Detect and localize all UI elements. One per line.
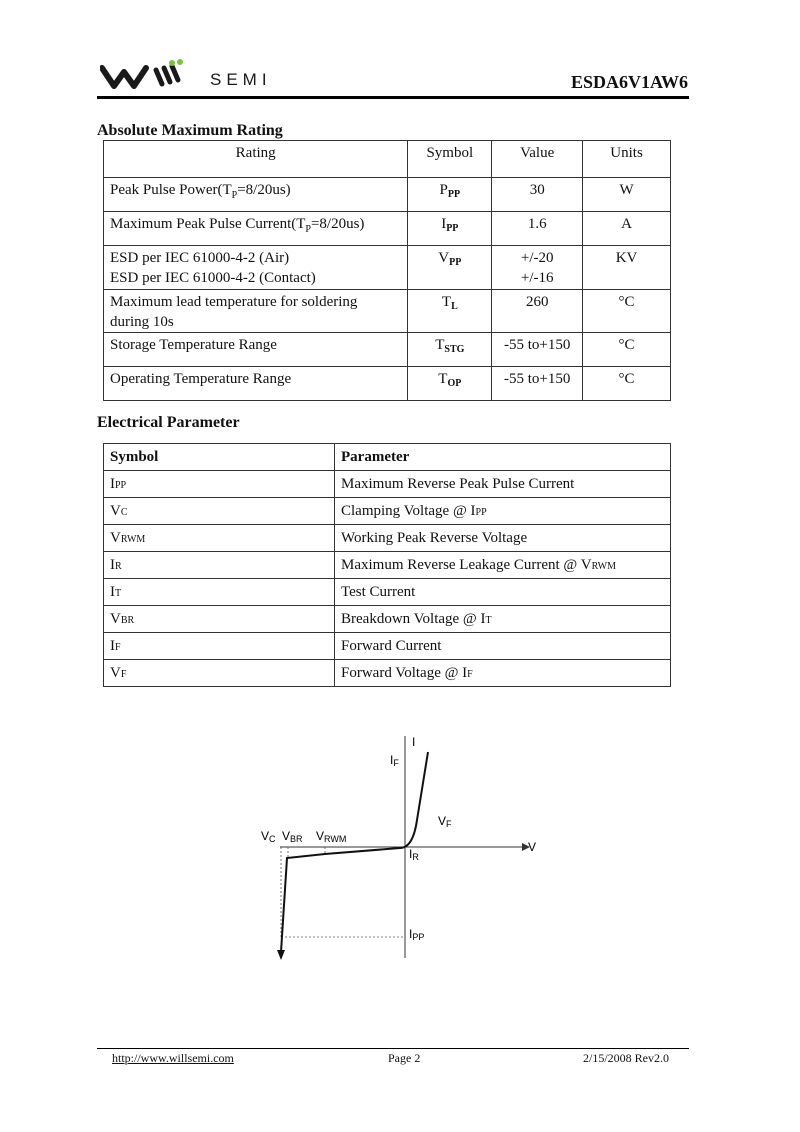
- units-cell: °C: [583, 290, 671, 333]
- value-cell: +/-20 +/-16: [492, 246, 583, 290]
- symbol-cell: IT: [104, 579, 335, 606]
- symbol-cell: IPP: [104, 471, 335, 498]
- symbol-cell: IF: [104, 633, 335, 660]
- column-header: Symbol: [104, 444, 335, 471]
- column-header: Symbol: [408, 141, 492, 178]
- parameter-cell: Working Peak Reverse Voltage: [335, 525, 671, 552]
- rating-cell: Maximum Peak Pulse $Current(T_P=8/20us)$: [104, 212, 408, 246]
- document-part-number: ESDA6V1AW6: [570, 72, 688, 92]
- footer-page-number: Page 2: [388, 1051, 421, 1065]
- symbol-cell: $P_{PP}$: [408, 178, 492, 212]
- label-vbr: VBR: [282, 829, 303, 844]
- table-header-row: [104, 141, 671, 178]
- units-cell: °C: [583, 333, 671, 367]
- table-row: [104, 246, 671, 290]
- rating-cell: Peak Pulse $Power(T_P=8/20us)$: [104, 178, 408, 212]
- table-row: [104, 633, 671, 660]
- symbol-cell: $T_{OP}$: [408, 367, 492, 401]
- rating-cell: Operating Temperature Range: [104, 367, 408, 401]
- table-row: [104, 290, 671, 333]
- symbol-cell: VC: [104, 498, 335, 525]
- table-row: [104, 212, 671, 246]
- table-row: [104, 660, 671, 687]
- footer-rule: [97, 1048, 689, 1049]
- parameter-cell: Maximum Reverse Leakage Current @ VRWM: [335, 552, 671, 579]
- label-vf: VF: [438, 814, 452, 829]
- footer-date-revision: 2/15/2008 Rev2.0: [583, 1051, 669, 1065]
- footer-website-link[interactable]: http://www.willsemi.com: [112, 1051, 234, 1065]
- section-title-absolute-maximum-rating: Absolute Maximum Rating: [97, 122, 283, 139]
- parameter-cell: Test Current: [335, 579, 671, 606]
- table-header-row: [104, 444, 671, 471]
- parameter-cell: Breakdown Voltage @ IT: [335, 606, 671, 633]
- column-header: Units: [583, 141, 671, 178]
- table-row: [104, 471, 671, 498]
- column-header: Parameter: [335, 444, 671, 471]
- column-header: Value: [492, 141, 583, 178]
- units-cell: KV: [583, 246, 671, 290]
- axis-label-v: V: [528, 840, 537, 854]
- value-cell: 260: [492, 290, 583, 333]
- table-row: [104, 606, 671, 633]
- symbol-cell: IR: [104, 552, 335, 579]
- label-ir: IR: [409, 847, 419, 862]
- value-cell: 1.6: [492, 212, 583, 246]
- units-cell: °C: [583, 367, 671, 401]
- column-header: Rating: [104, 141, 408, 178]
- iv-characteristic-diagram: [250, 730, 550, 960]
- iv-curve: [281, 752, 428, 952]
- symbol-cell: $I_{PP}$: [408, 212, 492, 246]
- header-rule: [97, 96, 689, 99]
- symbol-cell: $V_{PP}$: [408, 246, 492, 290]
- rating-cell: Storage Temperature Range: [104, 333, 408, 367]
- table-row: [104, 525, 671, 552]
- symbol-cell: $T_{STG}$: [408, 333, 492, 367]
- table-row: [104, 367, 671, 401]
- units-cell: A: [583, 212, 671, 246]
- table-row: [104, 552, 671, 579]
- table-row: [104, 579, 671, 606]
- label-vc: VC: [261, 829, 276, 844]
- table-row: [104, 333, 671, 367]
- table-row: [104, 498, 671, 525]
- units-cell: W: [583, 178, 671, 212]
- value-cell: -55 to+150: [492, 367, 583, 401]
- label-ipp: IPP: [409, 927, 425, 942]
- parameter-cell: Forward Current: [335, 633, 671, 660]
- symbol-cell: VBR: [104, 606, 335, 633]
- symbol-cell: VF: [104, 660, 335, 687]
- axis-label-i: I: [412, 735, 416, 749]
- section-title-electrical-parameter: Electrical Parameter: [97, 414, 240, 431]
- curve-arrow-down-icon: [277, 950, 285, 960]
- logo-text: SEMI: [210, 70, 272, 89]
- label-if: IF: [390, 753, 399, 768]
- label-vrwm: VRWM: [316, 829, 347, 844]
- rating-cell: Maximum lead temperature for soldering during 10s: [104, 290, 408, 333]
- parameter-cell: Maximum Reverse Peak Pulse Current: [335, 471, 671, 498]
- parameter-cell: Forward Voltage @ IF: [335, 660, 671, 687]
- absolute-maximum-rating-table: [103, 140, 671, 401]
- table-row: [104, 178, 671, 212]
- value-cell: -55 to+150: [492, 333, 583, 367]
- electrical-parameter-table: [103, 443, 671, 687]
- value-cell: 30: [492, 178, 583, 212]
- parameter-cell: Clamping Voltage @ IPP: [335, 498, 671, 525]
- symbol-cell: $T_L$: [408, 290, 492, 333]
- rating-cell: ESD per IEC 61000-4-2 (Air) ESD per IEC 61000-4-2 (Contact): [104, 246, 408, 290]
- symbol-cell: VRWM: [104, 525, 335, 552]
